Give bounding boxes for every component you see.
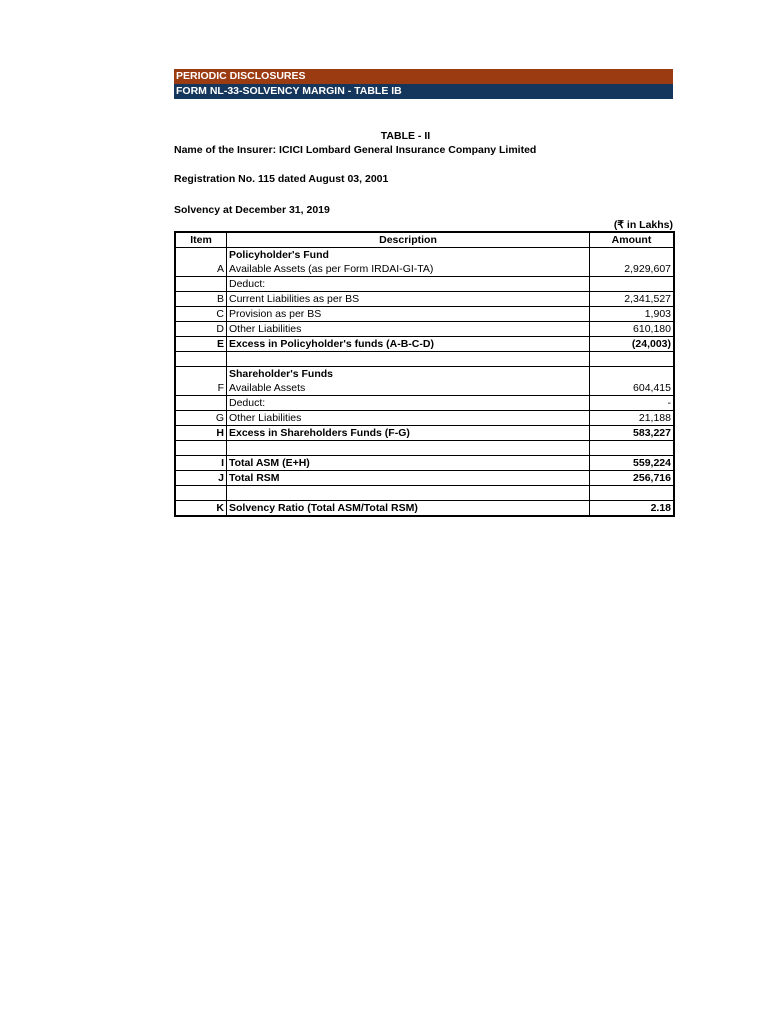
row-description: Deduct: — [227, 396, 590, 411]
table-row — [175, 322, 674, 337]
row-item-code: D — [175, 322, 227, 337]
column-header-item: Item — [175, 232, 227, 248]
table-row — [175, 411, 674, 426]
row-amount — [590, 367, 675, 382]
disclosure-sheet — [174, 69, 673, 514]
table-row — [175, 396, 674, 411]
row-amount: (24,003) — [590, 337, 675, 352]
row-item-code — [175, 352, 227, 367]
row-amount: 559,224 — [590, 456, 675, 471]
row-amount: 256,716 — [590, 471, 675, 486]
table-row — [175, 292, 674, 307]
table-row — [175, 456, 674, 471]
row-amount — [590, 441, 675, 456]
header-form-title: FORM NL-33-SOLVENCY MARGIN - TABLE IB — [174, 84, 673, 99]
row-item-code: E — [175, 337, 227, 352]
row-item-code: I — [175, 456, 227, 471]
row-item-code — [175, 277, 227, 292]
row-description: Available Assets — [227, 381, 590, 396]
registration-number: Registration No. 115 dated August 03, 2001 — [174, 173, 389, 185]
row-description: Shareholder's Funds — [227, 367, 590, 382]
table-row — [175, 381, 674, 396]
row-description — [227, 441, 590, 456]
unit-label: (₹ in Lakhs) — [613, 219, 673, 231]
row-amount — [590, 277, 675, 292]
row-description — [227, 486, 590, 501]
header-periodic-disclosures: PERIODIC DISCLOSURES — [174, 69, 673, 84]
row-item-code: K — [175, 501, 227, 517]
row-item-code: B — [175, 292, 227, 307]
table-row — [175, 486, 674, 501]
row-description: Policyholder's Fund — [227, 248, 590, 263]
solvency-table — [174, 231, 675, 517]
row-item-code: C — [175, 307, 227, 322]
row-description: Excess in Shareholders Funds (F-G) — [227, 426, 590, 441]
row-amount — [590, 248, 675, 263]
table-row — [175, 337, 674, 352]
row-item-code: F — [175, 381, 227, 396]
row-description: Total ASM (E+H) — [227, 456, 590, 471]
table-row — [175, 262, 674, 277]
solvency-date: Solvency at December 31, 2019 — [174, 204, 330, 216]
row-amount: 610,180 — [590, 322, 675, 337]
row-description — [227, 352, 590, 367]
row-item-code — [175, 441, 227, 456]
table-row — [175, 426, 674, 441]
row-item-code: G — [175, 411, 227, 426]
table-row — [175, 352, 674, 367]
insurer-name: Name of the Insurer: ICICI Lombard General Insurance Company Limited — [174, 144, 537, 156]
table-row — [175, 441, 674, 456]
row-amount: 604,415 — [590, 381, 675, 396]
row-item-code: H — [175, 426, 227, 441]
row-amount: 2,341,527 — [590, 292, 675, 307]
row-description: Current Liabilities as per BS — [227, 292, 590, 307]
table-row — [175, 277, 674, 292]
column-header-description: Description — [227, 232, 590, 248]
row-amount — [590, 352, 675, 367]
row-amount: 2.18 — [590, 501, 675, 517]
row-description: Deduct: — [227, 277, 590, 292]
row-item-code — [175, 248, 227, 263]
table-row — [175, 367, 674, 382]
row-item-code — [175, 396, 227, 411]
table-title: TABLE - II — [380, 130, 431, 142]
table-row — [175, 471, 674, 486]
row-item-code: A — [175, 262, 227, 277]
table-row — [175, 248, 674, 263]
row-amount: 1,903 — [590, 307, 675, 322]
row-description: Available Assets (as per Form IRDAI-GI-TA) — [227, 262, 590, 277]
row-description: Other Liabilities — [227, 411, 590, 426]
row-description: Excess in Policyholder's funds (A-B-C-D) — [227, 337, 590, 352]
row-item-code — [175, 367, 227, 382]
column-header-amount: Amount — [590, 232, 675, 248]
table-row — [175, 501, 674, 517]
table-header-row — [175, 232, 674, 248]
row-item-code: J — [175, 471, 227, 486]
row-description: Other Liabilities — [227, 322, 590, 337]
row-amount — [590, 486, 675, 501]
table-row — [175, 307, 674, 322]
row-description: Solvency Ratio (Total ASM/Total RSM) — [227, 501, 590, 517]
table-body — [175, 248, 674, 517]
row-amount: 583,227 — [590, 426, 675, 441]
row-item-code — [175, 486, 227, 501]
row-description: Provision as per BS — [227, 307, 590, 322]
row-amount: 21,188 — [590, 411, 675, 426]
row-amount: 2,929,607 — [590, 262, 675, 277]
row-description: Total RSM — [227, 471, 590, 486]
row-amount: - — [590, 396, 675, 411]
